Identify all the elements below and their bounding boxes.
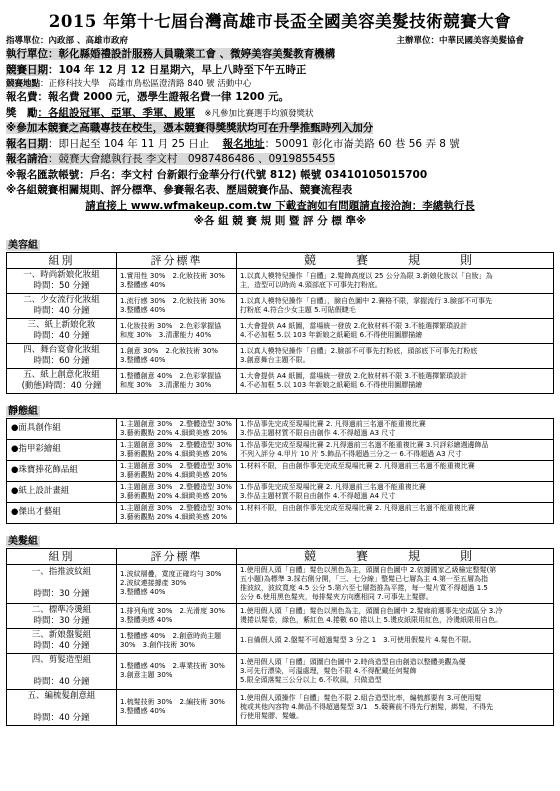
deadline-label: 報名日期 [6, 137, 48, 150]
group-name: ●紙上設計畫組 [7, 481, 117, 502]
rule-line: 打粉底 4.符合少女主題 5.可貼假睫毛 [240, 305, 356, 314]
organizer-text: 主辦單位：中華民國美容美髮協會 [396, 36, 524, 46]
group-time: 時間：40 分鐘 [33, 676, 90, 687]
group-name: 二、少女流行化妝組 [23, 294, 100, 305]
date-line [6, 63, 554, 79]
hair-section-title: 美髮組 [8, 535, 38, 547]
rule-line [240, 513, 550, 522]
rule-line: 1.材料不限，自由創作事先完成至現場比賽 2. 凡得過前三名過不能重複比賽 [240, 503, 475, 512]
award-line [6, 106, 554, 122]
group-time: 時間：30 分鐘 [33, 615, 90, 626]
group-name: 三、新娘盤髮組 [31, 629, 92, 640]
group-name: 四、舞台宴會化妝組 [23, 344, 100, 355]
rule-line: 1.以真人模特兒操作「自體」2.臉部不可事先打粉底，頭部底下可事先打粉底 [240, 346, 478, 355]
score-line: 3.整體感 40% [120, 355, 166, 364]
fee-text: 報名費：報名費 2000 元，憑學生證報名費一律 1200 元。 [6, 91, 290, 103]
table-row [7, 268, 554, 293]
executors-text: 執行單位：彰化縣婚禮設計服務人員職業工會 、微婷美容美髮教育機構 [6, 48, 336, 60]
header-rules: 競 賽 規 則 [237, 548, 554, 564]
table-row [7, 502, 554, 523]
rule-line: 1.以真人模特兒操作「自體」，臉自色圖中 2.賽格不限，掌握流行 3.臉部不可事先 [240, 296, 492, 305]
score-line: 1.梳髮技術 30% 2.編技術 30% [120, 698, 225, 706]
score-line: 3.整體感 40% [120, 280, 166, 289]
score-line: 和度 30% 3.清潔能力 30% [120, 380, 212, 389]
group-name: ●傑出才藝組 [7, 502, 117, 523]
score-line: 1.主題創意 30% 2.整體造型 30% [120, 419, 232, 428]
header-score: 評分標準 [117, 548, 237, 564]
rule-line: 行使用髮膠、髮蠟。 [240, 711, 303, 720]
rule-line: 公分 6.使用黑色髮夾，每排髮夾方向應相同 7.可事先上髮膠。 [240, 592, 433, 601]
group-name: 二、標準冷燙組 [31, 604, 92, 615]
rule-line: 推波紋，波紋寬度 4.5 公分 5.第六至七層指推為平捲，每一髮片寬不得超過 1.5 [240, 583, 488, 592]
award-note: ※凡參加比賽選手均頒發獎狀 [204, 108, 314, 119]
contact-label: 報名請洽 [6, 153, 48, 165]
contact-value: ：競賽大會總執行長 李文村 0987486486 、0919855455 [48, 153, 336, 165]
rule-line: 1.自備假人頭 2.盤髮不可超過髮型 3 分之 1 3.可使用假髮片 4.髮色不限。 [240, 636, 476, 644]
score-line: 3.藝術觀點 20% 4.細緻美感 20% [120, 428, 228, 437]
rule-line: 主，造型可以時尚 4.頭部底下可事先打粉底。 [240, 280, 382, 289]
group-name: 三、紙上新娘化妝 [27, 319, 96, 330]
group-name: 五、編梳髮創意組 [27, 690, 96, 701]
rule-line: 1.作品事先完成至現場比賽 2. 凡得過前三名過不能重複比賽 [240, 482, 426, 491]
rule-line: 1.作品事先完成至現場比賽 2. 凡得過前三名過不能重複比賽 [240, 419, 426, 428]
rule-line: 3.可先行漂染，可溫處理，髮色不限 4.不得配戴任何髮飾 [240, 666, 417, 675]
address-value: ：50091 彰化市崙美路 60 巷 56 弄 8 號 [264, 137, 460, 150]
score-line: 3.創意主題 30% [120, 671, 173, 679]
rule-line: 5.限全頭落髮三公分以上 6.不吹風，只做造型 [240, 675, 382, 684]
header-rules: 競 賽 規 則 [237, 252, 554, 268]
links-line [6, 183, 554, 199]
web-text[interactable]: 請直接上 www.wfmakeup.com.tw 下載查詢如有問題請直接洽詢：李總執行長 [85, 199, 475, 212]
executors-line [6, 47, 554, 63]
venue-value: ：正修科技大學 高雄市鳥松區澄清路 840 號 活動中心 [40, 79, 252, 89]
hair-table [6, 548, 554, 726]
rule-line: 1.使用假人頭「自體」髮色以黑色為主，頭圍自色圖中 2.髮廊前選事先完成區分 3.冷 [240, 606, 503, 615]
bank-line [6, 168, 554, 184]
rule-line: 3.作品主題材質不限自由創作 4.不得超過 A3 尺寸 [240, 428, 396, 437]
group-name: 四、剪髮造型組 [31, 654, 92, 665]
score-line: 1.整體感 40% 2.專業技術 30% [120, 662, 225, 670]
score-line: 1.主題創意 30% 2.整體造型 30% [120, 503, 232, 512]
rule-line: 不列入評分 4.甲片 10 片 5.飾品不得超過三分之一 6.不得超過 A3 尺寸 [240, 449, 462, 458]
score-line: 1.化妝技術 30% 2.色彩掌握協 [120, 321, 222, 330]
static-table [6, 418, 554, 524]
notice-text: ※參加本競賽之高職專技在校生，憑本競賽得獎獎狀均可在升學推甄時列入加分 [6, 122, 374, 134]
bank-text: ※報名匯款帳號：戶名：李文村 台新銀行金華分行(代號 812) 帳號 03410105015700 [6, 168, 428, 181]
deadline-address-line [6, 137, 554, 153]
rule-line: 1.材料不限，自由創作事先完成至現場比賽 2. 凡得過前三名過不能重複比賽 [240, 461, 475, 470]
score-line: 3.藝術觀點 20% 4.細緻美感 20% [120, 512, 228, 521]
score-line: 3.整體感 40% [120, 305, 166, 314]
score-line: 3.整體感 40% [120, 588, 166, 596]
beauty-table-header [7, 252, 554, 268]
rules-title-line [6, 214, 554, 230]
score-line: 3.整體美感 40% [120, 615, 173, 624]
score-line: 3.藝術觀點 20% 4.細緻美感 20% [120, 491, 228, 500]
table-row [7, 653, 554, 689]
score-line: 和度 30% 3.清潔能力 40% [120, 330, 212, 339]
rule-line: 燙捲以髮卷，綠色，紫紅色 4.捲數 60 捲以上 5.燙皮紙限用紅色，冷燙紙限用自色。 [240, 615, 503, 624]
group-time: 時間：40 分鐘 [33, 305, 90, 316]
beauty-section-title: 美容組 [8, 239, 38, 251]
venue-label: 競賽地點 [6, 79, 41, 89]
header-score: 評分標準 [117, 252, 237, 268]
rule-line: 1.使用假人頭「自體」髮色以黑色為主，頭圍自色圖中 2.依據國家乙級檢定整髮(第 [240, 565, 497, 574]
rule-line: 1.大會提供 A4 紙圖，當場統一發放 2.化妝材料不限 3.不能選擇繁瑣設計 [240, 321, 468, 330]
score-line: 1.主題創意 30% 2.整體造型 30% [120, 440, 232, 449]
rule-line: 3.作品主題材質不限自由創作 4.不得超過 A4 尺寸 [240, 491, 396, 500]
award-label: 獎 勵 [6, 106, 38, 119]
table-row [7, 343, 554, 368]
score-line: 1.整體創意 40% 2.色彩掌握協 [120, 371, 222, 380]
rule-line [240, 471, 550, 480]
table-row [7, 318, 554, 343]
table-row [7, 439, 554, 460]
group-name: ●指甲彩繪組 [7, 439, 117, 460]
group-time: 時間：40 分鐘 [33, 640, 90, 651]
header-group: 組別 [7, 548, 117, 564]
fee-line [6, 90, 554, 106]
sponsors-line [6, 35, 554, 47]
group-name: 一、時尚新娘化妝組 [23, 269, 100, 280]
award-text: ：各組設冠軍、亞軍、季軍、殿軍 [37, 106, 195, 119]
address-label: 報名地址 [222, 137, 265, 150]
deadline-value: ：即日起至 104 年 11 月 25 日止 [48, 137, 210, 150]
date-value: ：104 年 12 月 12 日星期六，早上八時至下午五時正 [48, 63, 307, 76]
web-line [6, 199, 554, 215]
rule-line: 1.作品事先完成至現場比賽 2.凡得過前三名過不能重複比賽 3.只評彩繪週邊飾品 [240, 440, 489, 449]
score-line: 30% 3.創作技術 30% [120, 640, 196, 649]
group-time: 時間：40 分鐘 [33, 712, 90, 723]
rule-line: 1.大會提供 A4 紙圖，當場統一發放 2.化妝材料不限 3.不能選擇繁瑣設計 [240, 371, 468, 380]
venue-line [6, 78, 554, 90]
score-line: 3.藝術觀點 20% 4.細緻美感 20% [120, 470, 228, 479]
score-line: 1.主題創意 30% 2.整體造型 30% [120, 482, 232, 491]
date-label: 競賽日期 [6, 63, 48, 76]
rule-line: 3.創意舞台主題不限。 [240, 355, 310, 364]
group-time: 時間：60 分鐘 [33, 355, 90, 366]
table-row [7, 368, 554, 393]
rule-line: 1.使用假人頭「自體」頭圍白色圖中 2.時尚造型自由創造以整體美觀為優 [240, 657, 466, 666]
group-time: (動態)時間：40 分鐘 [21, 380, 102, 391]
table-row [7, 460, 554, 481]
table-row [7, 564, 554, 603]
rule-line: 1.以真人模特兒操作「自體」2.髮飾高度以 25 公分為限 3.新娘化妝以「自妝」為 [240, 271, 493, 280]
group-name: 一、指推波紋組 [31, 567, 92, 577]
header-group: 組別 [7, 252, 117, 268]
score-line: 1.排列角度 30% 2.光滑度 30% [120, 606, 225, 615]
score-line: 1.創意 30% 2.化妝技術 30% [120, 346, 218, 355]
score-line: 1.整體感 40% 2.創意時尚主題 [120, 631, 222, 640]
score-line: 1.實用性 30% 2.化妝技術 30% [120, 271, 225, 280]
group-time: 時間：50 分鐘 [33, 280, 90, 291]
static-section-title: 靜態組 [8, 405, 38, 417]
table-row [7, 293, 554, 318]
table-row [7, 481, 554, 502]
table-row [7, 628, 554, 653]
rules-title: ※各 組 競 賽 規 則 暨 評 分 標 準※ [193, 215, 367, 227]
score-line: 1.主題創意 30% 2.整體造型 30% [120, 461, 232, 470]
group-time: 時間：40 分鐘 [33, 330, 90, 341]
beauty-table [6, 252, 554, 394]
score-line: 3.整體感 40% [120, 707, 166, 715]
rule-line: 4.不必加框 5.以 103 年新娘之紙範組 6.不得使用圖膠描繪 [240, 330, 423, 339]
group-name: ●面具創作組 [7, 418, 117, 439]
rule-line: 1.使用假人頭操作「自體」髮色不限 2.組合造型比率，編梳都要有 3.可使用髮 [240, 693, 482, 702]
contact-line [6, 152, 554, 168]
rule-line: 4.不必加框 5.以 103 年新娘之紙範組 6.不得使用圖膠描繪 [240, 380, 423, 389]
page [6, 0, 554, 726]
score-line: 1.波紋層疊，寬度正確均勻 30% [120, 570, 222, 578]
rule-line: 梳或其他內容物 4.飾品不得超過髮型 3/1 5.競賽前不得先行割髮，綁髮，不得先 [240, 702, 494, 711]
table-row [7, 603, 554, 628]
group-time: 時間：30 分鐘 [33, 589, 90, 599]
table-row [7, 418, 554, 439]
rule-line: 五小題)為標準 3.採右側分開，「三、七分線」整髮已七層為主 4.第一至五層為指 [240, 574, 489, 583]
score-line: 3.藝術觀點 20% 4.細緻美感 20% [120, 449, 228, 458]
group-name: ●珠寶捧花飾品組 [7, 460, 117, 481]
guidance-text: 指導單位：內政部 、高雄市政府 [6, 36, 128, 46]
notice-line [6, 121, 554, 137]
score-line: 1.流行感 30% 2.化妝技術 30% [120, 296, 225, 305]
group-name: 五、紙上創意化妝組 [23, 369, 100, 380]
score-line: 2.波紋連接據產 30% [120, 579, 187, 587]
links-text: ※各組競賽相關規則、評分標準、參賽報名表、歷屆競賽作品、競賽流程表 [6, 184, 353, 196]
table-row [7, 689, 554, 725]
hair-table-header [7, 548, 554, 564]
page-title: 2015 年第十七屆台灣高雄市長盃全國美容美髮技術競賽大會 [48, 12, 512, 31]
